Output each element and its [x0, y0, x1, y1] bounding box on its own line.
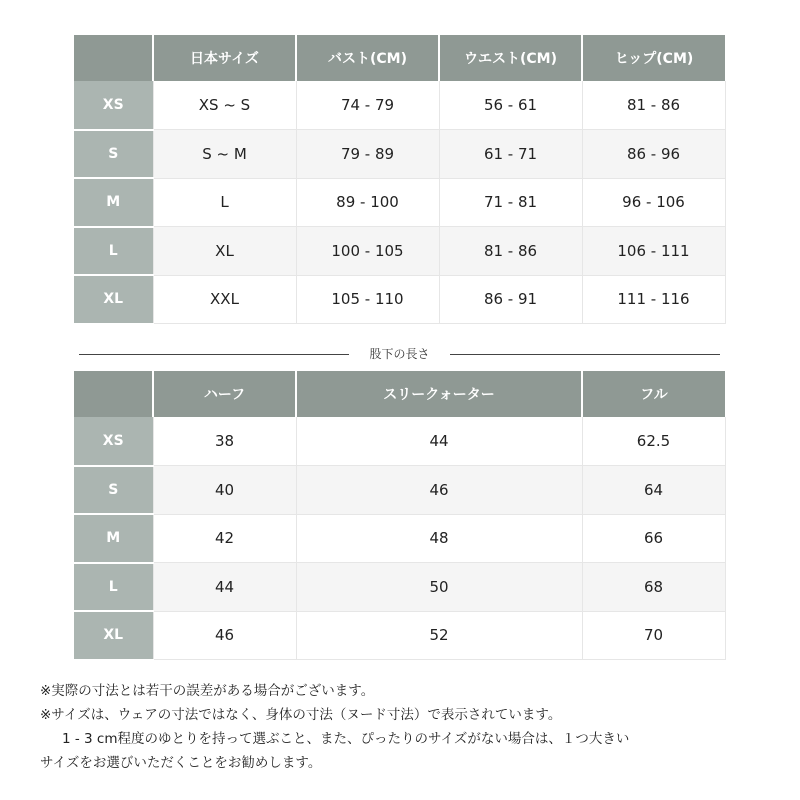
table-row	[74, 81, 725, 130]
cell-bust: 100 - 105	[296, 227, 439, 276]
table-header-row	[74, 35, 725, 81]
cell-full: 66	[582, 514, 725, 563]
cell-waist: 86 - 91	[439, 275, 582, 324]
col-header-hip: ヒップ(CM)	[582, 35, 725, 81]
table-row	[74, 466, 725, 515]
row-header-size: XL	[74, 275, 153, 324]
col-header-bust: バスト(CM)	[296, 35, 439, 81]
row-header-size: XS	[74, 81, 153, 130]
cell-waist: 81 - 86	[439, 227, 582, 276]
cell-hip: 111 - 116	[582, 275, 725, 324]
cell-three-quarter: 48	[296, 514, 582, 563]
table-row	[74, 417, 725, 466]
col-header-japan-size: 日本サイズ	[153, 35, 296, 81]
cell-waist: 56 - 61	[439, 81, 582, 130]
table-row	[74, 563, 725, 612]
col-header-three-quarter: スリークォーター	[296, 371, 582, 417]
note-line: ※実際の寸法とは若干の誤差がある場合がございます。	[40, 683, 375, 699]
cell-three-quarter: 50	[296, 563, 582, 612]
size-notes	[40, 679, 770, 775]
cell-bust: 89 - 100	[296, 178, 439, 227]
cell-full: 70	[582, 611, 725, 660]
table-row	[74, 227, 725, 276]
cell-bust: 74 - 79	[296, 81, 439, 130]
cell-waist: 71 - 81	[439, 178, 582, 227]
table-row	[74, 611, 725, 660]
cell-japan-size: XXL	[153, 275, 296, 324]
row-header-size: L	[74, 227, 153, 276]
cell-half: 40	[153, 466, 296, 515]
col-header-half: ハーフ	[153, 371, 296, 417]
cell-japan-size: XL	[153, 227, 296, 276]
cell-hip: 86 - 96	[582, 130, 725, 179]
cell-hip: 81 - 86	[582, 81, 725, 130]
cell-three-quarter: 46	[296, 466, 582, 515]
divider-line-right	[450, 354, 720, 355]
cell-half: 44	[153, 563, 296, 612]
body-size-table	[74, 35, 726, 325]
row-header-size: XS	[74, 417, 153, 466]
row-header-size: S	[74, 466, 153, 515]
table-row	[74, 275, 725, 324]
cell-japan-size: L	[153, 178, 296, 227]
cell-bust: 79 - 89	[296, 130, 439, 179]
cell-half: 38	[153, 417, 296, 466]
cell-full: 64	[582, 466, 725, 515]
row-header-size: L	[74, 563, 153, 612]
table-row	[74, 130, 725, 179]
col-header-waist: ウエスト(CM)	[439, 35, 582, 81]
inseam-table	[74, 371, 726, 661]
row-header-size: XL	[74, 611, 153, 660]
cell-japan-size: S ~ M	[153, 130, 296, 179]
cell-japan-size: XS ~ S	[153, 81, 296, 130]
note-line: 1 - 3 cm程度のゆとりを持って選ぶこと、また、ぴったりのサイズがない場合は、１つ大きい	[62, 731, 630, 747]
cell-hip: 96 - 106	[582, 178, 725, 227]
corner-cell	[74, 371, 153, 417]
row-header-size: M	[74, 178, 153, 227]
cell-three-quarter: 44	[296, 417, 582, 466]
cell-full: 62.5	[582, 417, 725, 466]
note-line: ※サイズは、ウェアの寸法ではなく、身体の寸法（ヌード寸法）で表示されています。	[40, 707, 562, 723]
table-header-row	[74, 371, 725, 417]
corner-cell	[74, 35, 153, 81]
table-row	[74, 514, 725, 563]
row-header-size: S	[74, 130, 153, 179]
cell-three-quarter: 52	[296, 611, 582, 660]
row-header-size: M	[74, 514, 153, 563]
cell-full: 68	[582, 563, 725, 612]
table-row	[74, 178, 725, 227]
cell-hip: 106 - 111	[582, 227, 725, 276]
col-header-full: フル	[582, 371, 725, 417]
cell-half: 46	[153, 611, 296, 660]
cell-half: 42	[153, 514, 296, 563]
cell-bust: 105 - 110	[296, 275, 439, 324]
section-divider	[79, 344, 720, 364]
note-line: サイズをお選びいただくことをお勧めします。	[40, 755, 322, 771]
divider-label: 股下の長さ	[369, 347, 430, 361]
cell-waist: 61 - 71	[439, 130, 582, 179]
